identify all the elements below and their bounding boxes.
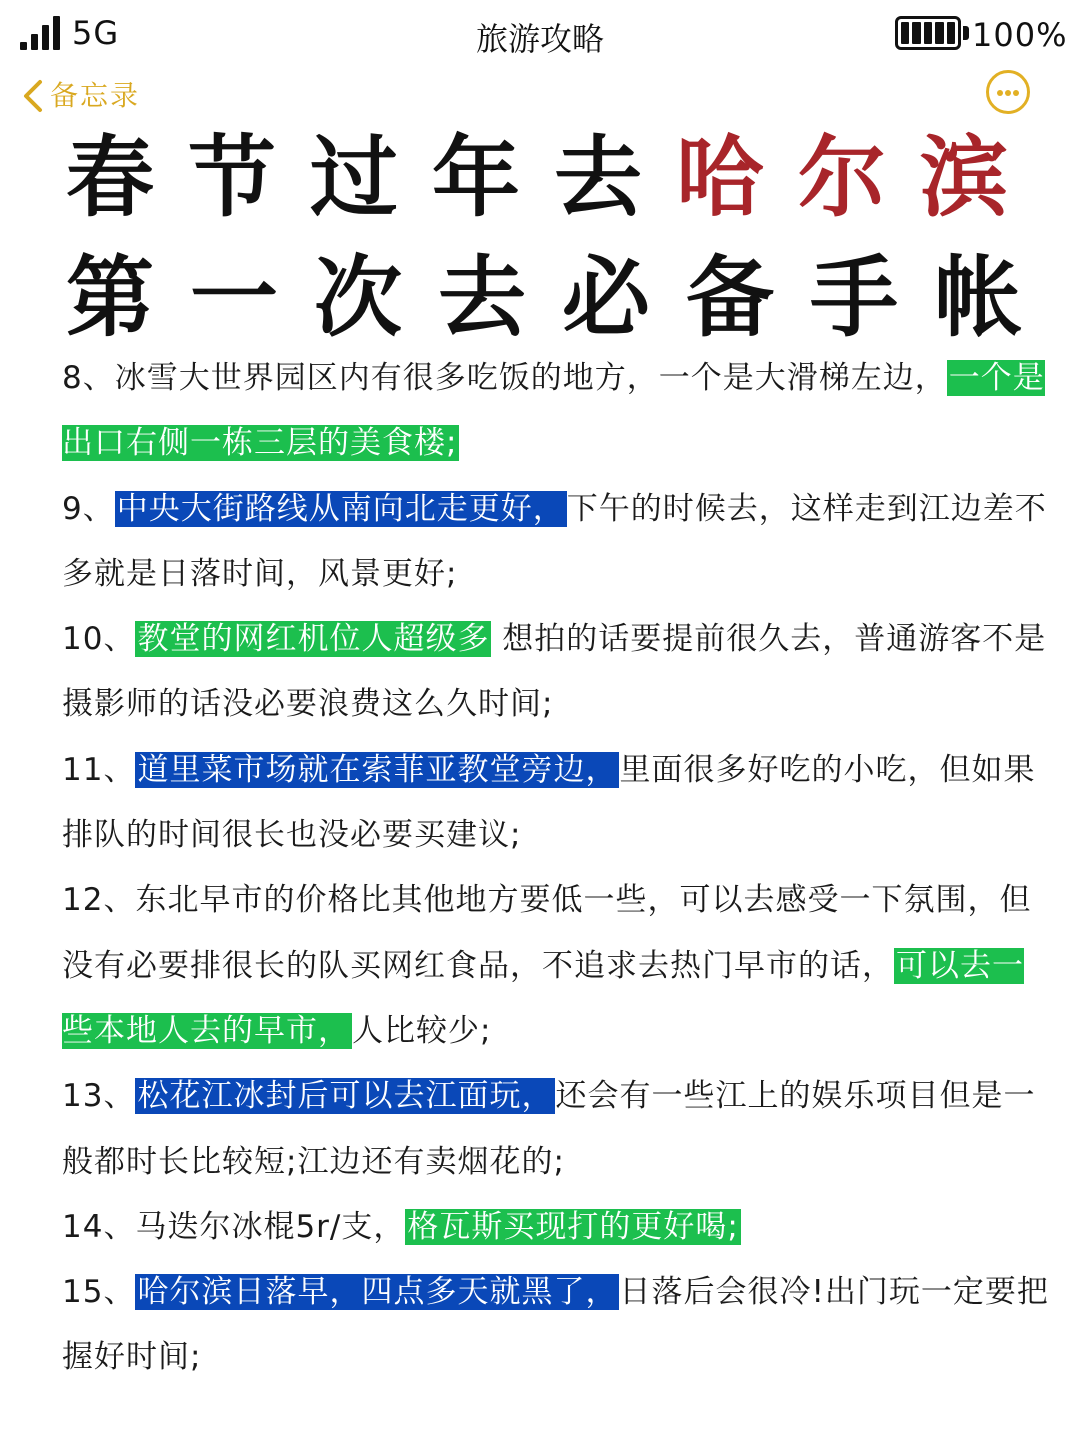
tip-12 [62,868,1052,1064]
tip-highlight: 格瓦斯买现打的更好喝; [407,1208,739,1245]
tip-highlight: 哈尔滨日落早，四点多天就黑了， [137,1274,618,1311]
tip-text: 13、 [62,1078,136,1115]
tip-highlight: 松花江冰封后可以去江面玩， [137,1078,554,1115]
tip-text: 11、 [62,751,136,788]
nav-bar [0,70,1080,120]
tip-highlight: 中央大街路线从南向北走更好， [116,490,565,527]
title-prefix: 春节过年去 [66,126,677,229]
tip-text: 10、 [62,621,136,658]
back-button[interactable]: 备忘录 [50,79,141,112]
title-line-2: 第一次去必备手帐 [66,246,1059,349]
tip-text: 12、东北早市的价格比其他地方要低一些，可以去感受一下氛围，但没有必要排很长的队买网红食品，不追求去热门早市的话， [62,882,1032,984]
battery-icon [895,16,961,50]
app-title: 旅游攻略 [475,20,604,58]
tip-14 [62,1195,1052,1260]
tip-text: 日落后会很冷!出门玩一定要把握好时间; [62,1274,1049,1376]
tip-text: 14、马迭尔冰棍5r/支， [62,1208,406,1245]
more-options-icon[interactable] [986,70,1030,114]
tip-text: 里面很多好吃的小吃，但如果排队的时间很长也没必要买建议; [62,751,1036,854]
tip-text: 9、 [62,490,115,527]
tip-15 [62,1260,1052,1391]
tip-8 [62,346,1052,477]
title-accent: 哈尔滨 [676,126,1043,229]
title-line-1 [66,128,1042,228]
status-bar [0,0,1080,70]
tip-text: 下午的时候去，这样走到江边差不多就是日落时间，风景更好; [62,490,1047,592]
tip-text: 8、冰雪大世界园区内有很多吃饭的地方，一个是大滑梯左边， [62,360,947,396]
tip-text: 人比较少; [352,1012,492,1049]
tip-11 [62,738,1052,869]
note-content[interactable] [62,346,1052,1391]
network-type: 5G [72,14,120,52]
tip-13 [62,1064,1052,1195]
battery-percent: 100% [972,16,1068,54]
tip-9 [62,477,1052,608]
tip-10 [62,607,1052,738]
tip-text: 想拍的话要提前很久去，普通游客不是摄影师的话没必要浪费这么久时间; [62,621,1047,723]
tip-highlight: 一个是出口右侧一栋三层的美食楼; [62,360,1045,462]
tip-text: 15、 [62,1274,136,1311]
chevron-left-icon[interactable] [20,78,48,114]
tip-text: 还会有一些江上的娱乐项目但是一般都时长比较短;江边还有卖烟花的; [62,1078,1036,1180]
tip-highlight: 教堂的网红机位人超级多 [137,621,490,658]
battery-tip [963,26,969,40]
tip-highlight: 道里菜市场就在索菲亚教堂旁边， [137,751,618,788]
tip-highlight: 可以去一些本地人去的早市， [62,947,1024,1049]
